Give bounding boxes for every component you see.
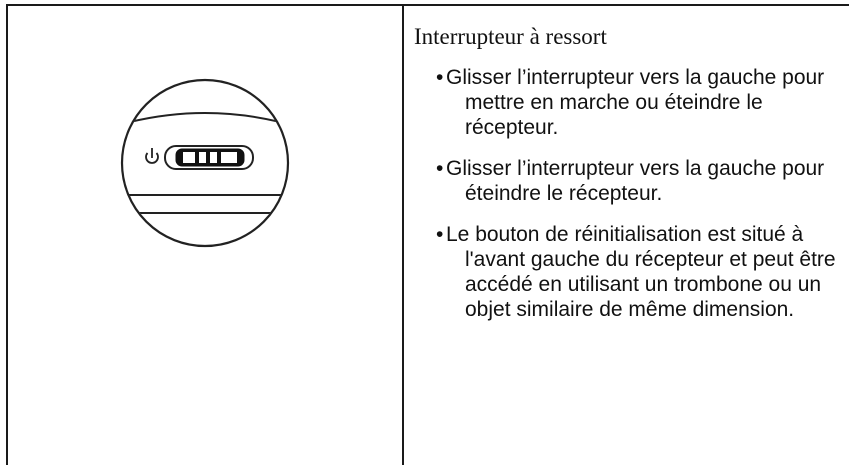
table-column-divider [402, 4, 404, 465]
instruction-list [414, 65, 844, 322]
slide-switch[interactable] [165, 146, 253, 169]
section-title: Interrupteur à ressort [414, 24, 607, 49]
instruction-item [414, 156, 844, 206]
instruction-text: Glisser l’interrupteur vers la gauche pour éteindre le récepteur. [446, 157, 825, 205]
instruction-text: Le bouton de réinitialisation est situé à l'avant gauche du récepteur et peut être accédé en utilisant un trombone ou un objet similaire de même dimension. [446, 223, 836, 321]
instruction-item [414, 222, 844, 322]
table-top-border [6, 4, 849, 6]
receiver-switch-illustration [115, 78, 295, 248]
description-cell [414, 14, 844, 322]
instruction-text: Glisser l’interrupteur vers la gauche pour mettre en marche ou éteindre le récepteur. [446, 66, 825, 139]
instruction-item [414, 65, 844, 140]
table-left-border [6, 4, 8, 465]
receiver-diagram [115, 78, 295, 248]
